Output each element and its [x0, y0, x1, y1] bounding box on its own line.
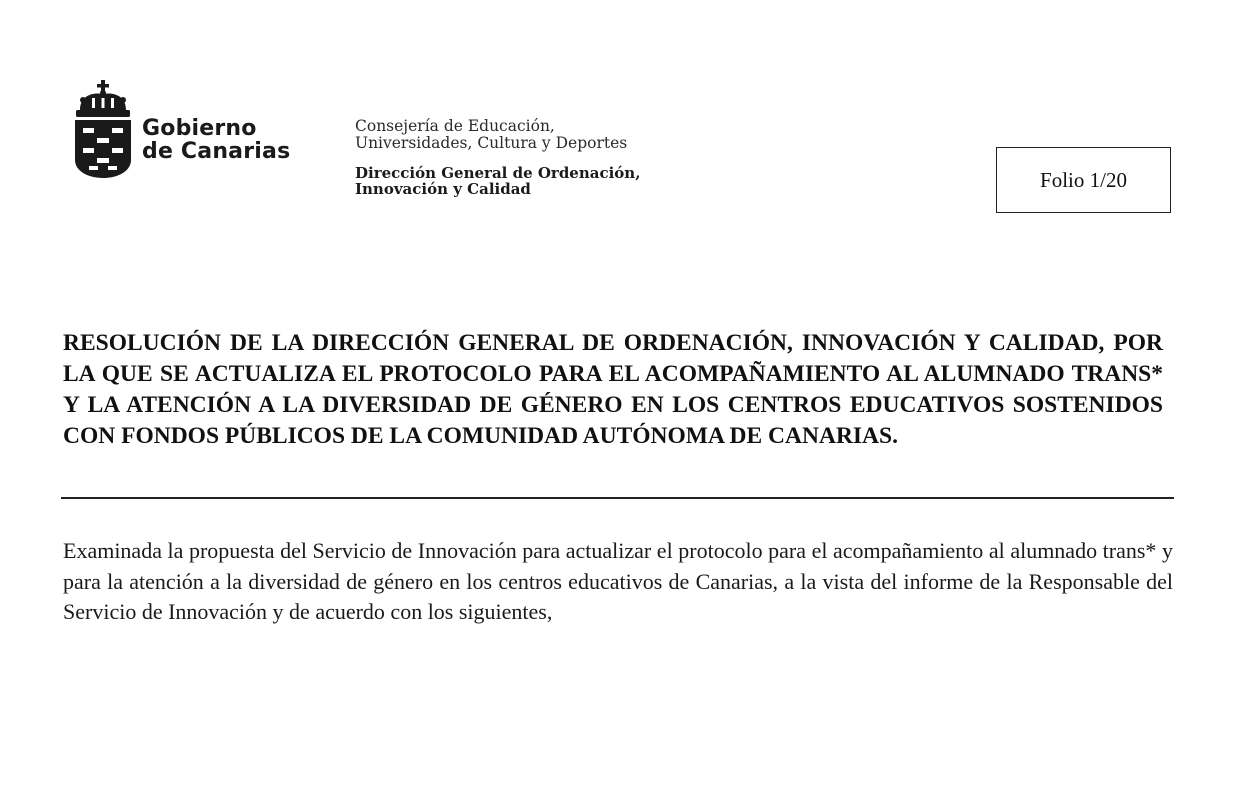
- canary-islands-coat-of-arms-icon: [72, 80, 134, 180]
- body-paragraph: Examinada la propuesta del Servicio de Innovación para actualizar el protocolo para el acompañamiento al alumnado trans* y para la atención a la diversidad de género en los centros educativos de Canarias, a la vista del informe de la Responsable del Servicio de Innovación y de acuerdo con los siguientes,: [63, 538, 1173, 624]
- consejeria-name: [355, 118, 627, 152]
- document-title: RESOLUCIÓN DE LA DIRECCIÓN GENERAL DE ORDENACIÓN, INNOVACIÓN Y CALIDAD, POR LA QUE SE ACTUALIZA EL PROTOCOLO PARA EL ACOMPAÑAMIENTO AL ALUMNADO TRANS* Y LA ATENCIÓN A LA DIVERSIDAD DE GÉNERO EN LOS CENTROS EDUCATIVOS SOSTENIDOS CON FONDOS PÚBLICOS DE LA COMUNIDAD AUTÓNOMA DE CANARIAS.: [63, 330, 1163, 449]
- consejeria-line-1: Consejería de Educación,: [355, 117, 555, 135]
- government-name: [142, 117, 290, 163]
- government-name-line-2: de Canarias: [142, 139, 291, 164]
- government-name-line-1: Gobierno: [142, 116, 257, 141]
- folio-label: Folio 1/20: [1040, 167, 1127, 192]
- direccion-name: [355, 165, 640, 197]
- letterhead: [60, 70, 720, 220]
- direccion-line-1: Dirección General de Ordenación,: [355, 164, 641, 182]
- folio-box: [996, 147, 1171, 213]
- consejeria-line-2: Universidades, Cultura y Deportes: [355, 134, 628, 152]
- title-divider: [61, 497, 1174, 499]
- direccion-line-2: Innovación y Calidad: [355, 180, 531, 198]
